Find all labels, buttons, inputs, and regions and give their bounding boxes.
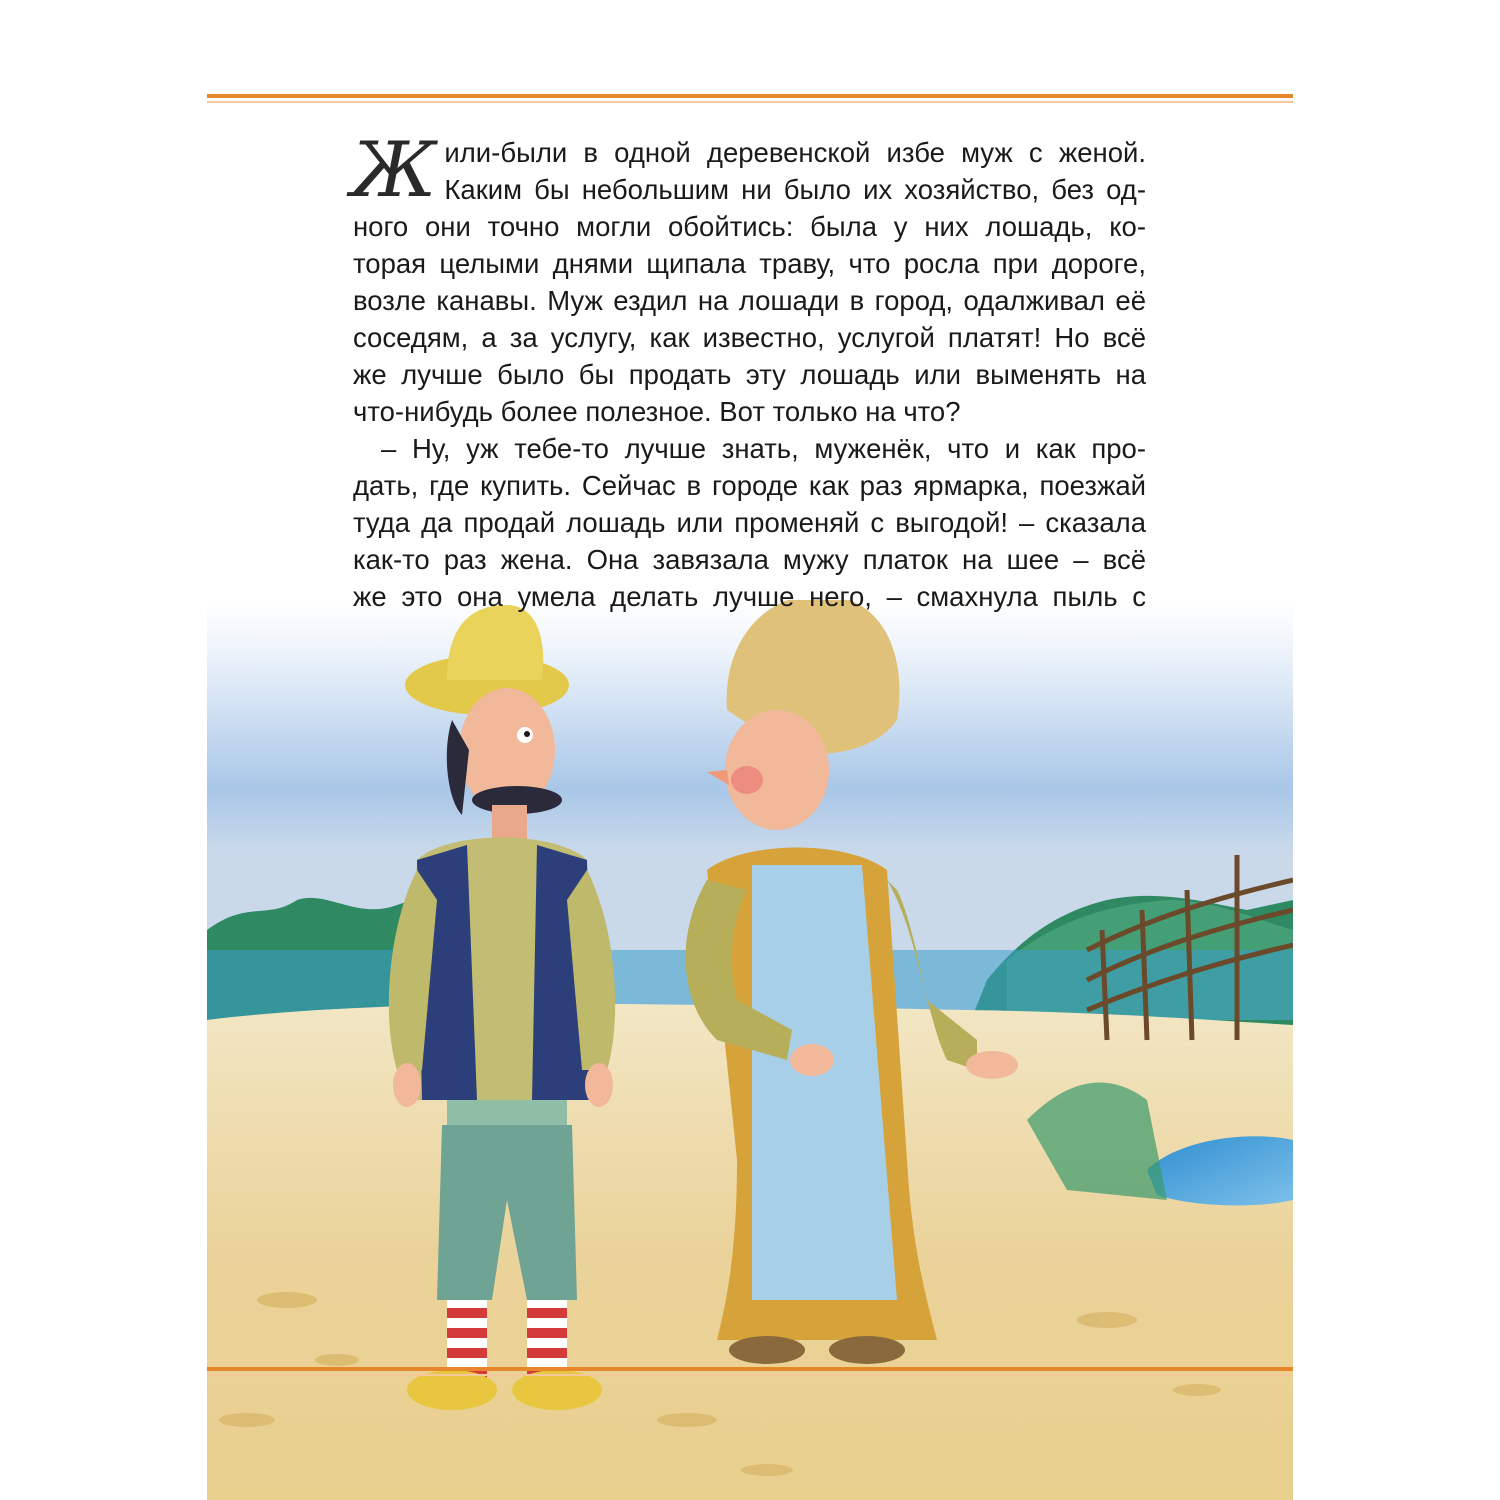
paragraph-1 [351, 125, 1146, 430]
text-line: Каким бы небольшим ни было их хозяйство, без од- [444, 174, 1146, 205]
text-line: туда да продай лошадь или променяй с выгодой! – сказала [353, 507, 1146, 538]
drop-cap: Ж [351, 125, 435, 214]
story-text [351, 125, 1146, 615]
bottom-rule-thick [207, 1367, 1293, 1371]
text-line: торая целыми днями щипала траву, что росла при дороге, [353, 248, 1146, 279]
text-line: же лучше было бы продать эту лошадь или выменять на [353, 359, 1146, 390]
paragraph-2 [353, 430, 1146, 615]
bottom-rule-thin [207, 1374, 1293, 1376]
text-line: – Ну, уж тебе-то лучше знать, муженёк, что и как про- [381, 433, 1146, 464]
story-illustration [207, 600, 1293, 1500]
text-line: что-нибудь более полезное. Вот только на что? [353, 396, 961, 427]
text-line: дать, где купить. Сейчас в городе как раз ярмарка, поезжай [353, 470, 1146, 501]
top-rule-thick [207, 94, 1293, 98]
text-line: возле канавы. Муж ездил на лошади в город, одалживал её [353, 285, 1146, 316]
text-line: как-то раз жена. Она завязала мужу платок на шее – всё [353, 544, 1146, 575]
text-line: ного они точно могли обойтись: была у них лошадь, ко- [353, 211, 1146, 242]
top-rule-thin [207, 101, 1293, 103]
text-line: соседям, а за услугу, как известно, услугой платят! Но всё [353, 322, 1146, 353]
text-line: или-были в одной деревенской избе муж с женой. [444, 137, 1146, 168]
text-line: же это она умела делать лучше него, – смахнула пыль с [353, 581, 1146, 612]
